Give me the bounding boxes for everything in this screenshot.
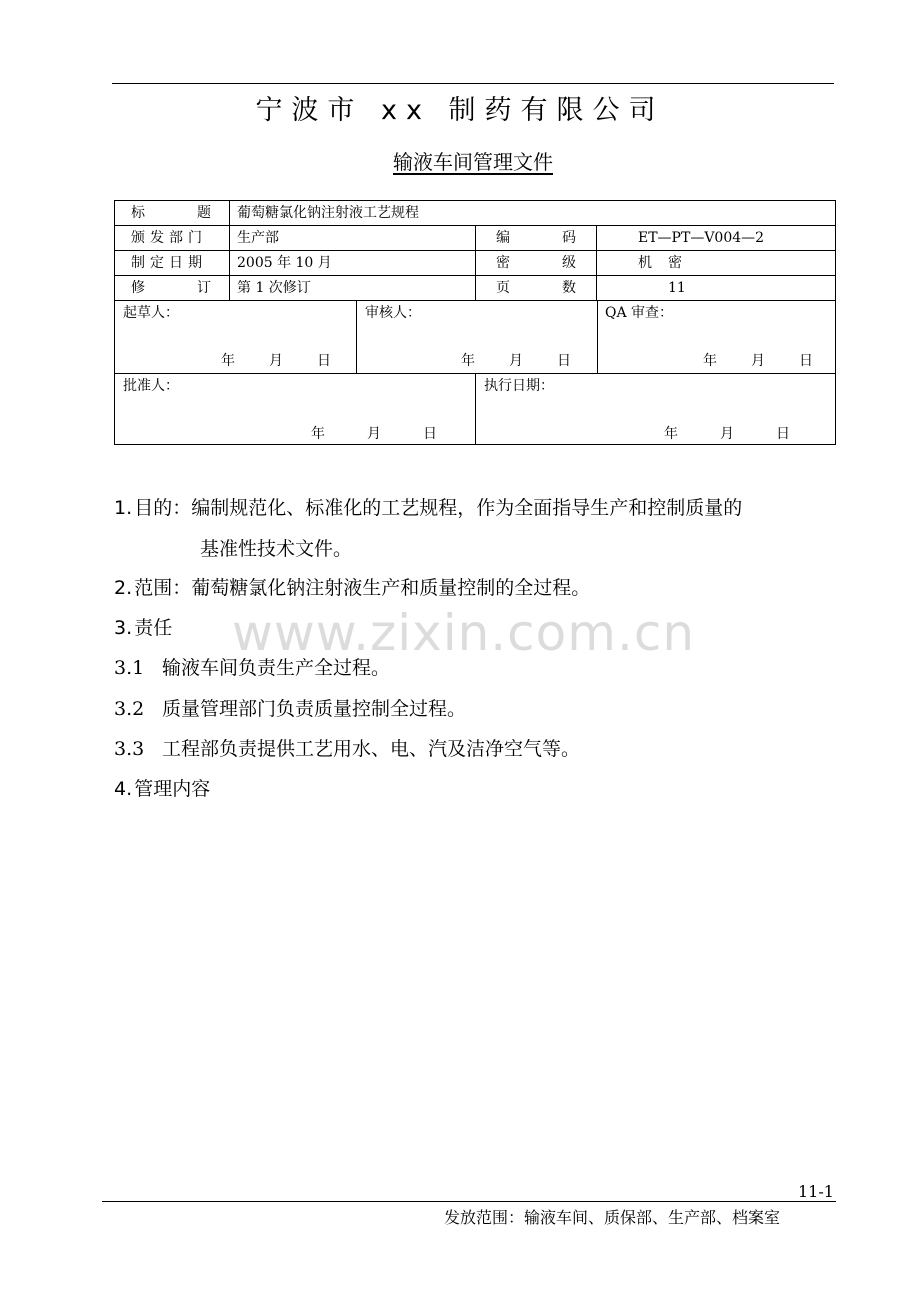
list-item-number: 3.3 (114, 738, 145, 760)
header-top-rule (112, 83, 834, 84)
list-item (114, 655, 390, 681)
qa-date: 年 月 日 (703, 353, 813, 369)
document-title (0, 146, 920, 175)
exec-date-date: 年 月 日 (664, 426, 790, 442)
drafter-label: 起草人： (123, 305, 179, 321)
section-1 (114, 495, 742, 521)
list-item-text: 输液车间负责生产全过程。 (162, 657, 391, 679)
pages-value: 11 (668, 280, 686, 296)
title-label: 标 题 (131, 205, 211, 221)
code-label: 编 码 (496, 230, 576, 246)
revision-value: 第 1 次修订 (237, 280, 311, 296)
section-4-number: 4. (114, 778, 133, 800)
dept-label: 颁发部门 (131, 230, 207, 246)
section-2-heading: 范围： (134, 577, 192, 599)
section-3-heading: 责任 (134, 617, 173, 639)
date-label: 制定日期 (131, 255, 207, 271)
section-1-text: 编制规范化、标准化的工艺规程，作为全面指导生产和控制质量的 (191, 497, 743, 519)
section-1-number: 1. (114, 497, 133, 519)
list-item-number: 3.2 (114, 698, 145, 720)
section-4-heading: 管理内容 (134, 778, 211, 800)
reviewer-label: 审核人： (365, 305, 421, 321)
footer-rule (102, 1201, 836, 1202)
section-2-number: 2. (114, 577, 133, 599)
date-value: 2005 年 10 月 (237, 255, 332, 271)
section-3-number: 3. (114, 617, 133, 639)
drafter-date: 年 月 日 (221, 353, 331, 369)
list-item (114, 696, 466, 722)
code-value: ET—PT—Ⅴ004—2 (638, 230, 765, 246)
section-1-continuation: 基准性技术文件。 (200, 538, 353, 560)
distribution-range: 发放范围：输液车间、质保部、生产部、档案室 (444, 1208, 781, 1227)
secrecy-value: 机密 (638, 255, 698, 271)
company-name: 宁波市 xx 制药有限公司 (255, 95, 665, 126)
secrecy-label: 密 级 (496, 255, 576, 271)
list-item-text: 质量管理部门负责质量控制全过程。 (162, 698, 467, 720)
section-3 (114, 615, 172, 641)
exec-date-label: 执行日期： (484, 378, 554, 394)
approver-label: 批准人： (123, 378, 179, 394)
section-2 (114, 575, 590, 601)
list-item-number: 3.1 (114, 657, 145, 679)
revision-label: 修 订 (131, 280, 211, 296)
list-item (114, 736, 580, 762)
page-number: 11-1 (798, 1182, 834, 1201)
title-value: 葡萄糖氯化钠注射液工艺规程 (237, 205, 419, 221)
qa-label: QA 审查： (605, 305, 674, 321)
pages-label: 页 数 (496, 280, 576, 296)
section-4 (114, 776, 210, 802)
document-info-table (114, 200, 836, 445)
approver-date: 年 月 日 (311, 426, 437, 442)
reviewer-date: 年 月 日 (461, 353, 571, 369)
dept-value: 生产部 (237, 230, 279, 246)
section-2-text: 葡萄糖氯化钠注射液生产和质量控制的全过程。 (191, 577, 591, 599)
watermark: www.zixin.com.cn (232, 604, 696, 662)
list-item-text: 工程部负责提供工艺用水、电、汽及洁净空气等。 (162, 738, 581, 760)
section-1-heading: 目的： (134, 497, 192, 519)
document-title-text: 输液车间管理文件 (393, 150, 553, 174)
